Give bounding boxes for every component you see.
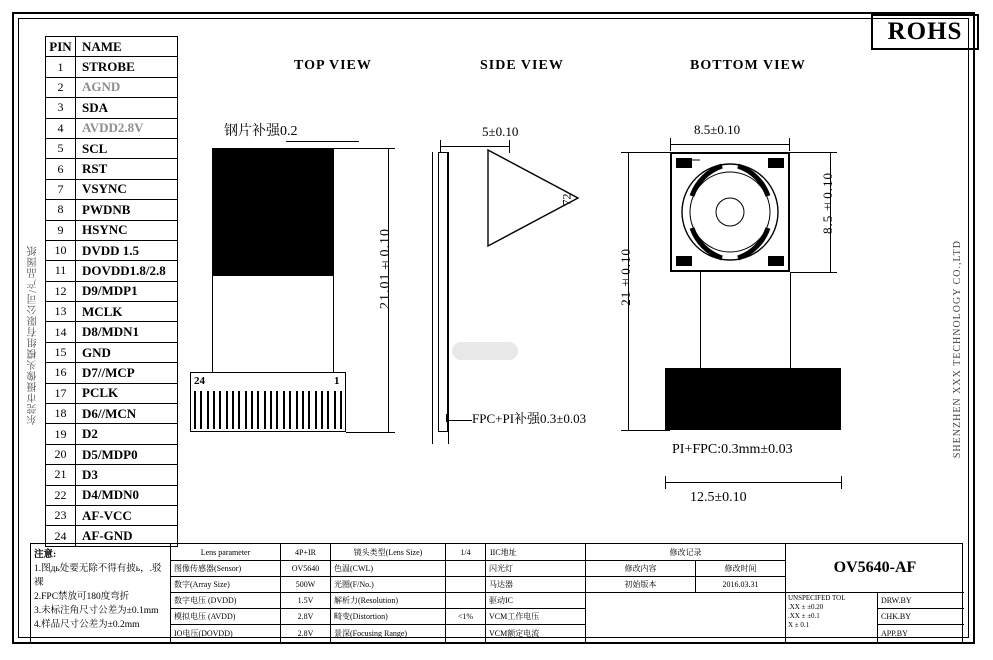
pin-number: 6: [46, 159, 76, 178]
table-row-value: [446, 561, 486, 577]
pin-name: VSYNC: [82, 181, 127, 197]
pin-name: D6//MCN: [82, 405, 137, 421]
pin-number: 10: [46, 241, 76, 260]
bottom-view-fpc-link-right: [790, 272, 791, 368]
top-view-title: TOP VIEW: [294, 58, 372, 73]
side-view-connector-pad: [452, 342, 518, 360]
lens-size-value: 1/4: [446, 544, 486, 561]
side-view-thickness-dim-line: [440, 146, 510, 147]
part-number: OV5640-AF: [833, 559, 917, 576]
pin-name: STROBE: [82, 59, 135, 75]
drawn-by-cell: DRW.BY: [878, 593, 964, 609]
table-row: [46, 261, 177, 281]
table-row: [46, 282, 177, 302]
part-number-cell: [786, 544, 964, 593]
table-row: [46, 98, 177, 118]
pin-name: D2: [82, 426, 98, 442]
table-row: [46, 241, 177, 261]
table-row-label: 畸变(Distortion): [331, 609, 446, 625]
table-row-label: 马达器: [486, 577, 586, 593]
pin-number: 20: [46, 445, 76, 464]
table-row: [46, 200, 177, 220]
tolerance-label: UNSPECIFED TOL: [788, 594, 846, 602]
title-block-grid: [171, 544, 962, 642]
bottom-view-width-dim-line: [670, 144, 790, 145]
bottom-view-fpc-link-left: [700, 272, 701, 368]
extension-line: [334, 148, 388, 149]
pin-number: 16: [46, 363, 76, 382]
pin-number: 14: [46, 322, 76, 341]
revision-content-value: 初始版本: [586, 577, 696, 593]
table-row: [46, 119, 177, 139]
pin-table: [45, 36, 178, 547]
bottom-view-pi-note: PI+FPC:0.3mm±0.03: [672, 442, 793, 457]
note-line: 1.图дь处要无除不得有披ь，.驳裸: [34, 564, 162, 588]
table-row: [46, 486, 177, 506]
leader-line: [446, 414, 447, 422]
pin-number: 2: [46, 78, 76, 97]
table-row-value: [446, 577, 486, 593]
side-view-extension-line: [432, 152, 433, 444]
pin-number: 13: [46, 302, 76, 321]
table-row-label: 景深(Focusing Range): [331, 625, 446, 642]
revision-content-header: 修改内容: [586, 561, 696, 577]
checked-by-cell: CHK.BY: [878, 609, 964, 625]
pin-name: DVDD 1.5: [82, 242, 140, 258]
pin-name: DOVDD1.8/2.8: [82, 262, 166, 278]
name-col-header: NAME: [82, 38, 122, 54]
table-row-label: 闪光灯: [486, 561, 586, 577]
table-row: [46, 322, 177, 342]
revision-date-header: 修改时间: [696, 561, 786, 577]
pin-name: D9/MDP1: [82, 283, 138, 299]
table-row: [46, 343, 177, 363]
table-row: [46, 78, 177, 98]
pin-name: D7//MCP: [82, 364, 135, 380]
top-view-fpc-connector-right: [333, 276, 334, 372]
pin-name: AVDD2.8V: [82, 120, 144, 136]
table-row-label: 驱动IC: [486, 593, 586, 609]
pin-number: 12: [46, 282, 76, 301]
table-row: [46, 302, 177, 322]
table-row-value: <1%: [446, 609, 486, 625]
pin-name: D4/MDN0: [82, 487, 140, 503]
pin-name: SCL: [82, 140, 108, 156]
bottom-view-width-text: 8.5±0.10: [694, 122, 741, 137]
pin-number: 3: [46, 98, 76, 117]
table-row: [46, 465, 177, 485]
pin-number: 19: [46, 424, 76, 443]
side-view-title: SIDE VIEW: [480, 58, 564, 73]
pin-number: 18: [46, 404, 76, 423]
table-row: [46, 445, 177, 465]
pin-col-header: PIN: [46, 37, 76, 56]
table-row-label: 模拟电压 (AVDD): [171, 609, 281, 625]
pin-number: 1: [46, 57, 76, 76]
side-view-angle-label: 72: [559, 193, 574, 206]
top-view-steel-note: 钢片补强0.2: [224, 124, 298, 139]
tolerance-cell: [786, 593, 878, 642]
notes-block: [31, 544, 171, 642]
pin-number: 8: [46, 200, 76, 219]
extension-line: [790, 272, 830, 273]
pin-name: HSYNC: [82, 222, 128, 238]
pin-name: PCLK: [82, 385, 119, 401]
title-block: [30, 543, 963, 643]
bottom-view-bottom-width-text: 12.5±0.10: [690, 490, 747, 505]
extension-line: [790, 152, 830, 153]
dim-tick: [841, 476, 842, 489]
lens-parameter-header: Lens parameter: [171, 544, 281, 561]
note-line: 3.未标注角尺寸公差为±0.1mm: [34, 606, 159, 616]
pin-number: 23: [46, 506, 76, 525]
top-view-sensor-body: [212, 148, 334, 276]
pin-number: 24: [46, 526, 76, 545]
pin-number: 17: [46, 384, 76, 403]
table-row-value: 1.5V: [281, 593, 331, 609]
pin-name: AGND: [82, 79, 121, 95]
pin-count-header: 4P+IR: [281, 544, 331, 561]
note-line: 2.FPC禁放可180度弯折: [34, 592, 130, 602]
revision-blank: [586, 593, 786, 642]
bottom-view-fpc-tail: [665, 368, 841, 430]
top-view-pin24-label: 24: [194, 375, 205, 387]
revision-header: 修改记录: [586, 544, 786, 561]
leader-line: [446, 420, 472, 421]
pin-name: RST: [82, 161, 108, 177]
pin-number: 22: [46, 486, 76, 505]
tolerance-row: .XX ± ±0.1: [788, 612, 820, 620]
rohs-badge: ROHS: [871, 14, 979, 50]
pin-number: 7: [46, 180, 76, 199]
tolerance-row: .XX ± ±0.20: [788, 603, 824, 611]
table-row: [46, 363, 177, 383]
table-row-value: OV5640: [281, 561, 331, 577]
top-view-fpc-connector-left: [212, 276, 213, 372]
table-row-value: 2.8V: [281, 625, 331, 642]
approved-by-cell: APP.BY: [881, 629, 908, 638]
revision-date-value: 2016.03.31: [696, 577, 786, 593]
table-row-label: VCM工作电压: [486, 609, 586, 625]
leader-line: [286, 141, 359, 142]
table-row: [46, 57, 177, 77]
note-line: 4.样品尺寸公差为±0.2mm: [34, 620, 140, 630]
table-row-label: 图像传感器(Sensor): [171, 561, 281, 577]
bottom-view-lens-rings: [670, 152, 790, 272]
table-row: [46, 180, 177, 200]
extension-line: [628, 152, 670, 153]
pin-name: AF-VCC: [82, 507, 132, 523]
bottom-view-bottom-width-dim-line: [665, 482, 842, 483]
side-view-thickness-text: 5±0.10: [482, 124, 519, 139]
lens-size-header: 镜头类型(Lens Size): [331, 544, 446, 561]
pin-number: 11: [46, 261, 76, 280]
dim-tick: [670, 138, 671, 151]
table-row: [46, 404, 177, 424]
pin-table-header: [46, 37, 177, 57]
left-side-company-text: 东莞市摄像头模组有限公司/产品图纸: [28, 245, 39, 425]
table-row: [46, 159, 177, 179]
right-side-company-text: SHENZHEN XXX TECHNOLOGY CO.,LTD: [952, 240, 963, 459]
pin-number: 4: [46, 119, 76, 138]
pin-name: AF-GND: [82, 528, 133, 544]
tolerance-row: X ± 0.1: [788, 621, 810, 629]
table-row-value: 2.8V: [281, 609, 331, 625]
side-view-fpc-note: FPC+PI补强0.3±0.03: [472, 411, 587, 426]
table-row: [46, 424, 177, 444]
table-row-label: 色温(CWL): [331, 561, 446, 577]
table-row-value: [446, 593, 486, 609]
table-row: [46, 506, 177, 526]
table-row-label: VCM额定电流: [486, 625, 586, 642]
bottom-view-total-height-dim-text: 21±0.10: [618, 248, 633, 306]
side-view-extension-line-2: [448, 152, 449, 444]
pin-name: MCLK: [82, 303, 123, 319]
table-row-label: 数字电压 (DVDD): [171, 593, 281, 609]
top-view-pin1-label: 1: [334, 375, 340, 387]
pin-number: 9: [46, 221, 76, 240]
notes-title: 注意:: [34, 550, 57, 560]
bottom-view-title: BOTTOM VIEW: [690, 58, 806, 73]
pin-number: 21: [46, 465, 76, 484]
top-view-height-dim-text: 21.01±0.10: [378, 228, 393, 309]
pin-name: D3: [82, 466, 98, 482]
extension-line: [628, 430, 670, 431]
table-row-value: [446, 625, 486, 642]
side-view-module-body: [438, 152, 448, 432]
table-row-label: 解析力(Resolution): [331, 593, 446, 609]
pin-name: D8/MDN1: [82, 324, 140, 340]
table-row-label: 光圈(F/No.): [331, 577, 446, 593]
table-row: [46, 139, 177, 159]
table-row-value: 500W: [281, 577, 331, 593]
bottom-view-height-dim-text: 8.5±0.10: [820, 172, 835, 234]
table-row: [46, 384, 177, 404]
dim-tick: [789, 138, 790, 151]
table-row: [46, 221, 177, 241]
extension-line: [346, 432, 388, 433]
pin-number: 15: [46, 343, 76, 362]
table-row-label: 数字(Array Size): [171, 577, 281, 593]
pin-name: GND: [82, 344, 111, 360]
iic-address-header: IIC地址: [486, 544, 586, 561]
pin-name: D5/MDP0: [82, 446, 138, 462]
pin-name: PWDNB: [82, 201, 131, 217]
pin-number: 5: [46, 139, 76, 158]
top-view-fpc-contacts: [194, 391, 342, 429]
dim-tick: [665, 476, 666, 489]
pin-name: SDA: [82, 99, 109, 115]
table-row-label: IO电压(DOVDD): [171, 625, 281, 642]
